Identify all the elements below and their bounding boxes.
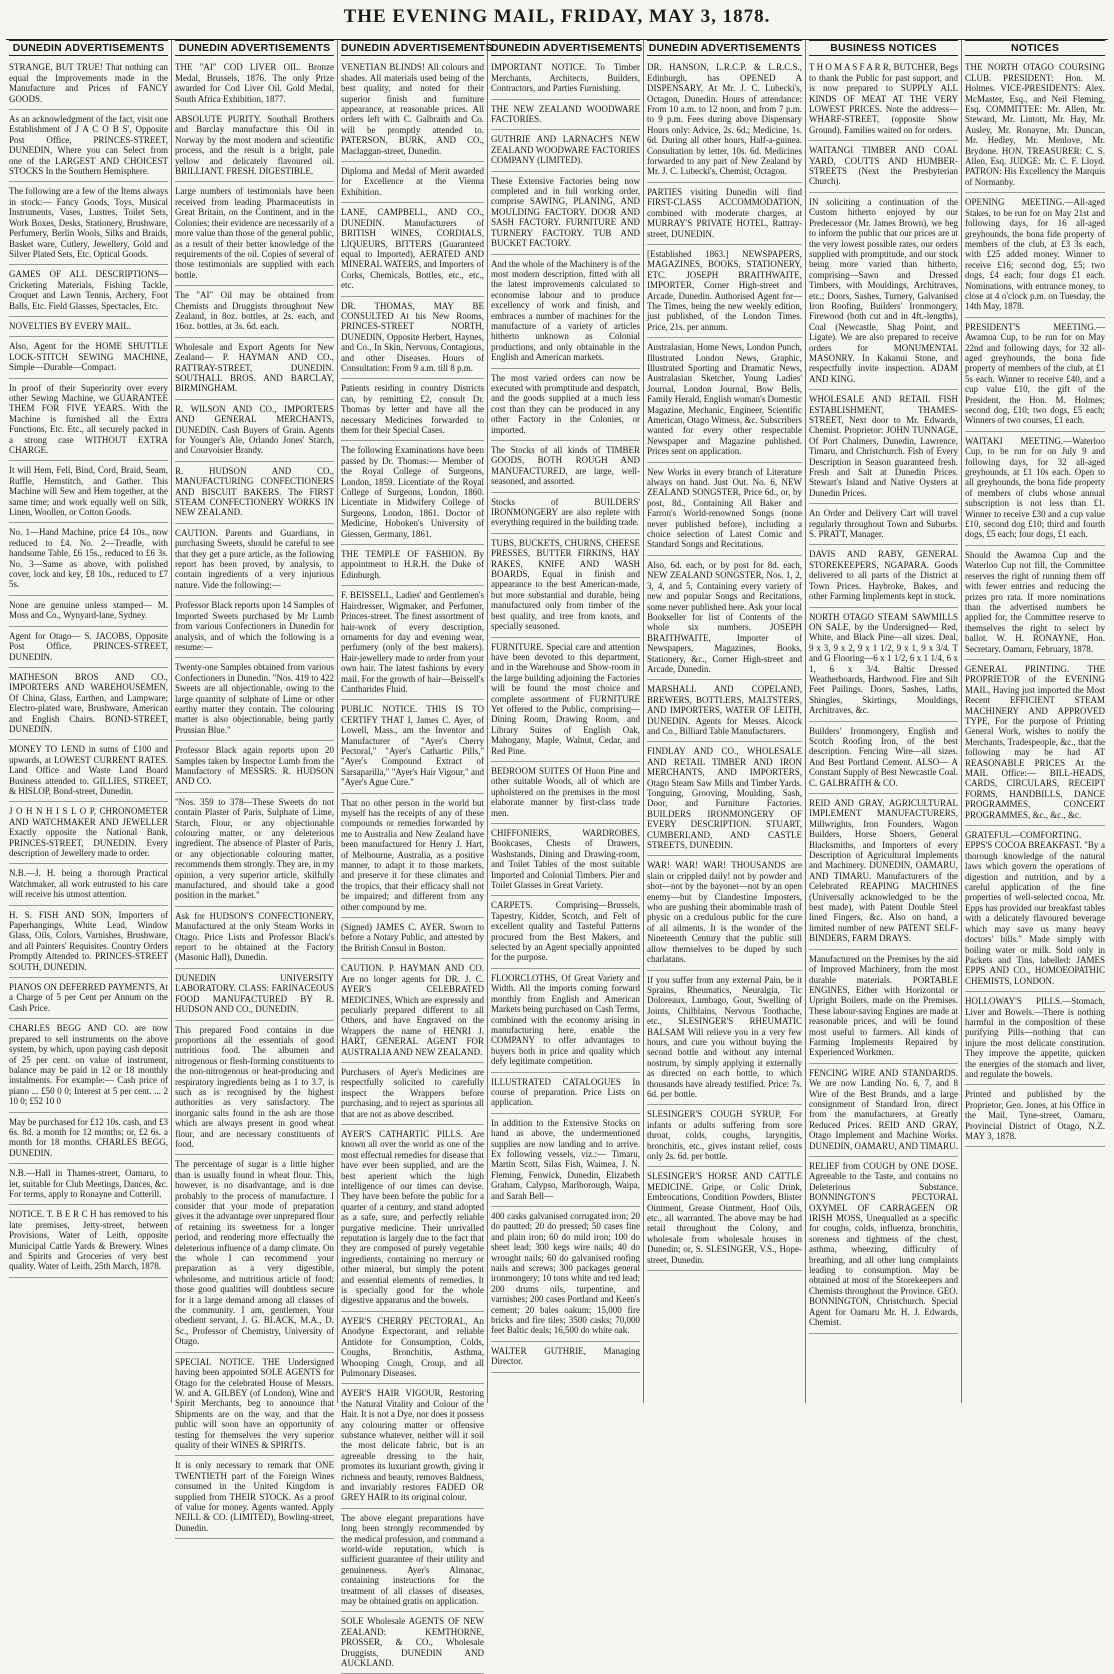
- advertisement-text: Manufactured on the Premises by the aid of Improved Machinery, from the most durable materials. PORTABLE ENGINES, Either with Horizontal or Upright Boilers, made on the Premises. These labour-saving Engines are made at reasonable prices, and will be found most useful to farmers. All kinds of Farming Implements Repaired by Experienced Workmen.: [809, 953, 958, 1058]
- advertisement: [9, 381, 168, 462]
- advertisement-text: Builders' Ironmongery, English and Scotch Roofing Iron, of the best description. Fencing Wire—all sizes. And Best Portland Cement. ALSO— A Constant Supply of Best Newcastle Coal. C. GALBRAITH & CO.: [809, 725, 958, 788]
- column-7: [962, 40, 1108, 1403]
- advertisement-text: WAR! WAR! WAR! THOUSANDS are slain or crippled daily! not by powder and shot—not by the bayonet—not by an open enemy—but by Clandestine Imposters, who are pushing their abominable trash of physic on a credulous public for the cure of all ailments. It is the wonder of the Nineteenth Century that the public still allow themselves to be duped by such charlatans.: [647, 860, 802, 965]
- advertisement-text: An Order and Delivery Cart will travel regularly throughout Town and Suburbs. S. PRATT, Manager.: [809, 508, 958, 540]
- advertisement: [175, 1458, 334, 1539]
- advertisement: [965, 320, 1105, 432]
- advertisement-text: WHOLESALE AND RETAIL FISH ESTABLISHMENT, THAMES-STREET, Next door to Mr. Edwards, Chemist. Proprietor: JOHN TUNNAGE, Of Port Chalmers, Dunedin, Lawrence, Timaru, and Christchurch. Fish of Every Description in Season guaranteed fresh. Fresh and Salt at Dunedin Prices. Stewart's Island and Native Oysters at Dunedin Prices.: [809, 394, 958, 498]
- advertisement: [9, 980, 168, 1019]
- advertisement: [965, 662, 1105, 826]
- advertisement: [647, 1169, 802, 1271]
- advertisement-text: The most varied orders can now be executed with promptitude and despatch, and the goods supplied at a much less cost than they can be produced in any other Factory in the Colonies, or imported.: [491, 372, 640, 435]
- advertisement: [175, 1355, 334, 1457]
- advertisement: [9, 1166, 168, 1205]
- column-header: BUSINESS NOTICES: [809, 40, 958, 56]
- columns-container: [6, 40, 1108, 1669]
- advertisement: [175, 971, 334, 1021]
- column-5: [644, 40, 806, 1403]
- advertisement-text: PARTIES visiting Dunedin will find FIRST-CLASS ACCOMMODATION, combined with moderate charges, at MURRAY'S PRIVATE HOTEL, Rattray-street, DUNEDIN.: [647, 186, 802, 239]
- advertisement: [647, 558, 802, 680]
- advertisement-text: No. 1—Hand Machine, price £4 10s., now reduced to £4. No. 2—Treadle, with handsome Table, £6 15s., reduced to £6 3s. No. 3—Same as above, with polished cover, lock and key, £8 10s., reduced to £7 5s.: [9, 527, 168, 590]
- advertisement: [491, 1209, 640, 1342]
- advertisement: [965, 1087, 1105, 1147]
- advertisement-text: CAUTION. P. HAYMAN AND CO. Are no longer agents for DR. J. C. AYER'S CELEBRATED MEDICINES, Which are expressly and peculiarly prepared different to all Others, and have Engraved on the Wrappers the name of HENRI J. HART, GENERAL AGENT FOR AUSTRALIA AND NEW ZEALAND.: [341, 963, 484, 1057]
- advertisement: [9, 339, 168, 378]
- advertisement: [9, 1021, 168, 1112]
- advertisement-text: THE NEW ZEALAND WOODWARE FACTORIES.: [491, 103, 640, 125]
- advertisement: [809, 1066, 958, 1157]
- advertisement-text: New Works in every branch of Literature always on hand. Just Out. No. 6, NEW ZEALAND SONGSTER, Price 6d., or, by post, 8d., Containing All Baker and Farron's World-renowned Songs (none never published before), including a choice selection of Latest Comic and Standard Songs and Recitations.: [647, 466, 802, 550]
- advertisement: [175, 402, 334, 462]
- advertisement: [491, 971, 640, 1073]
- advertisement-text: TUBS, BUCKETS, CHURNS, CHEESE PRESSES, BUTTER FIRKINS, HAY RAKES, KNIFE AND WASH BOARDS, Equal in finish and appearance to the best American-made, but more substantial and durable, being manufactured only from timber of the best quality, and tree from knots, and specially seasoned.: [491, 537, 640, 632]
- advertisement-text: STRANGE, BUT TRUE! That nothing can equal the Improvements made in the Manufacture and Prices of FANCY GOODS.: [9, 62, 168, 104]
- advertisement: [341, 961, 484, 1063]
- advertisement-text: WAITAKI MEETING.—Waterloo Cup, to be run for on July 9 and following days, for 32 all-aged greyhounds, at £1 10s each. Open to all greyhounds, the bona fide property of members of clubs whose annual subscription is not less than £1. Winner to receive £30 and a cup value £10, second dog £10; third and fourth dogs, £5 each; four dogs, £1 each.: [965, 435, 1105, 540]
- advertisement: [341, 920, 484, 959]
- advertisement: [9, 60, 168, 110]
- advertisement: [809, 506, 958, 545]
- advertisement: [9, 1115, 168, 1165]
- advertisement-text: [Established 1863.] NEWSPAPERS, MAGAZINES, BOOKS, STATIONERY, ETC. JOSEPH BRAITHWAITE, IMPORTER, Corner High-street and Arcade, Dunedin. Authorised Agent for— The Times, being the new weekly edition, just published, of the London Times. Price, 21s. per annum.: [647, 248, 802, 332]
- advertisement: [491, 60, 640, 99]
- advertisement-text: The Stocks of all kinds of TIMBER GOODS, BOTH ROUGH AND MANUFACTURED, are large, well-seasoned, and assorted.: [491, 445, 640, 487]
- advertisement-text: CHARLES BEGG AND CO. are now prepared to sell instruments on the above system, by which, upon paying cash deposit of 25 per cent. on value of instrument, balance may be paid in 12 or 18 monthly instalments. For example:— Cash price of piano ... £50 0 0; Interest at 5 per cent. ... 2 10 0; £52 10 0: [9, 1023, 168, 1107]
- advertisement: [647, 858, 802, 970]
- advertisement: [175, 660, 334, 741]
- advertisement: [965, 828, 1105, 992]
- advertisement: [647, 682, 802, 742]
- advertisement-text: Also, 6d. each, or by post for 8d. each, NEW ZEALAND SONGSTER, Nos. 1, 2, 3, 4, and 5, Containing every variety of new and popular Songs and Recitations, some never published here. Ask your local Bookseller for list of Contents of the whole six numbers. JOSEPH BRAITHWAITE, Importer of Newspapers, Magazines, Books, Stationery, &c., Corner High-street and Arcade, Dunedin.: [647, 559, 802, 674]
- advertisement-text: Stocks of BUILDERS' IRONMONGERY are also replete with everything required in the building trade.: [491, 496, 640, 528]
- advertisement: [175, 795, 334, 907]
- advertisement-text: AYER'S CATHARTIC PILLS. Are known all over the world as one of the most effectual remedies for disease that have ever been supplied, and are the best aperient which the high intelligence of our times can devise. They have been before the public for a quarter of a century, and stand adopted as a safe, sure, and perfectly reliable purgative medicine. Their unrivalled reputation is largely due to the fact that they are composed of purely vegetable ingredients, containing no mercury or other mineral, but simply the potent and essential elements of remedies. It is specially good for the whole digestive apparatus and the bowels.: [341, 1128, 484, 1306]
- advertisement: [9, 525, 168, 595]
- advertisement: [491, 640, 640, 762]
- advertisement-text: ILLUSTRATED CATALOGUES In course of preparation. Price Lists on application.: [491, 1076, 640, 1108]
- advertisement-text: In proof of their Superiority over every other Sewing Machine, we GUARANTEE THEM FOR FIVE YEARS. With the Machine is furnished all the Extra Functions, Etc. Etc., all securely packed in a strong case WITHOUT EXTRA CHARGE.: [9, 382, 168, 455]
- column-header: DUNEDIN ADVERTISEMENTS: [341, 40, 484, 56]
- advertisement: [9, 804, 168, 864]
- advertisement-text: Professor Black again reports upon 20 Samples taken by Inspector Lumb from the Manufactory of MESSRS. R. HUDSON AND CO.: [175, 745, 334, 787]
- advertisement-text: Printed and published by the Proprietor, Geo. Jones, at his Office in the Mail, Tyne-street, Oamaru, Provincial District of Otago, N.Z. MAY 3, 1878.: [965, 1089, 1105, 1141]
- advertisement-text: None are genuine unless stamped— M. Moss and Co., Wynyard-lane, Sydney.: [9, 599, 168, 621]
- advertisement-text: R. HUDSON AND CO., MANUFACTURING CONFECTIONERS AND BISCUIT BAKERS. The FIRST STEAM CONFECTIONERY WORKS IN NEW ZEALAND.: [175, 465, 334, 518]
- advertisement-text: DAVIS AND RABY, GENERAL STOREKEEPERS, NGAPARA. Goods delivered to all parts of the District at Town Prices. Haybroke, Bakes, and other Farming Implements kept in stock.: [809, 549, 958, 602]
- advertisement: [965, 548, 1105, 660]
- advertisement-text: GAMES OF ALL DESCRIPTIONS— Cricketing Materials, Fishing Tackle, Croquet and Lawn Tennis, Archery, Foot Balls, Etc. Field Glasses, Spectacles, Etc.: [9, 269, 168, 311]
- advertisement-text: It will Hem, Fell, Bind, Cord, Braid, Seam, Ruffle, Hemstitch, and Gather. This Machine will Sew and Hem together, at the same time; and work equally well on Silk, Linen, Woollen, or Cotton Goods.: [9, 465, 168, 518]
- advertisement: [175, 288, 334, 338]
- column-3: [338, 40, 493, 1669]
- advertisement-text: Diploma and Medal of Merit awarded for Excellence at the Vienna Exhibition.: [341, 166, 484, 197]
- advertisement-text: GENERAL PRINTING. THE PROPRIETOR of the EVENING MAIL, Having just imported the Most Recent EFFICIENT STEAM MACHINERY AND APPROVED TYPE, For the purpose of Printing General Work, wishes to notify the Merchants, Tradespeople, &c., that the following may be had AT REASONABLE PRICES At the MAIL Office:— BILL-HEADS, CARDS, CIRCULARS, RECEIPT FORMS, HANDBILLS, DANCE PROGRAMMES, CONCERT PROGRAMMES, &c., &c., &c.: [965, 663, 1105, 820]
- advertisement-text: The above elegant preparations have long been strongly recommended by the medical profession, and command a world-wide reputation, which is sufficient guarantee of their utility and genuineness. Ayer's Almanac, containing instructions for the treatment of all classes of diseases, may be obtained gratis on application.: [341, 1512, 484, 1607]
- advertisement-text: SOLE Wholesale AGENTS OF NEW ZEALAND: KEMTHORNE, PROSSER, & CO., Wholesale Druggists, DUNEDIN AND AUCKLAND.: [341, 1616, 484, 1669]
- masthead: [6, 6, 1108, 40]
- advertisement-text: AYER'S CHERRY PECTORAL, An Anodyne Expectorant, and reliable Antidote for Consumption, Colds, Coughs, Bronchitis, Asthma, Whooping Cough, Croup, and all Pulmonary Diseases.: [341, 1315, 484, 1378]
- masthead-title: THE EVENING MAIL, FRIDAY, MAY 3, 1878.: [343, 6, 771, 27]
- advertisement-text: DR. HANSON, L.R.C.P. & L.R.C.S., Edinburgh, has OPENED A DISPENSARY, At Mr. J. C. Lubecki's, Octagon, Dunedin. Hours of attendance: From 10 a.m. to 12 noon, and from 7 p.m. to 9 p.m. Fees during above Dispensary Hours only: Advice, 2s. 6d.; Medicine, 1s. 6d. During all other hours, Half-a-guinea. Consultation by letter, 10s. 6d. Medicines forwarded to any part of New Zealand by Mr. J. C. Lubecki's, Chemist, Octagon.: [647, 62, 802, 177]
- advertisement: [491, 102, 640, 131]
- column-header: DUNEDIN ADVERTISEMENTS: [175, 40, 334, 56]
- advertisement: [175, 1157, 334, 1352]
- advertisement-text: F. BEISSELL, Ladies' and Gentlemen's Hairdresser, Wigmaker, and Perfumer, Princes-street. The finest assortment of hair-work of every description, ornaments for day and evening wear, perfumery (only of the best makers). Hair-jewellery made to order from your own hair. The latest fashions by every mail. For the growth of hair—Beissell's Cantharides Fluid.: [341, 590, 485, 694]
- advertisement-text: FURNITURE. Special care and attention have been devoted to this department, and in the Warehouse and Show-room in the large building adjoining the Factories will be found the most choice and complete assortment of FURNITURE Yet offered to the Public, comprising— Dining Room, Drawing Room, and Library Suites of English Oak, Mahogany, Maple, Walnut, Cedar, and Red Pine.: [491, 641, 640, 756]
- advertisement-text: 400 casks galvanised corrugated iron; 20 do pautted; 20 do pressed; 50 cases fine and plain iron; 60 do mild iron; 100 do sheet lead; 300 kegs wire nails; 40 do wrought nails; 60 do galvanised roofing nails and screws; 300 packages general ironmongery; 10 tons white and red lead; 200 drums oils, turpentine, and varnishes; 200 cases Portland and Keen's cement; 20 bales oakum; 15,000 fire bricks and fire tiles; 3500 casks; 70,000 feet Baltic deals; 16,500 do white oak.: [491, 1211, 640, 1336]
- advertisement-text: SLESINGER'S COUGH SYRUP, For infants or adults suffering from sore throat, colds, coughs, laryngitis, bronchitis, etc., gives instant relief, costs only 2s. 6d. per bottle.: [647, 1109, 802, 1161]
- column-header: DUNEDIN ADVERTISEMENTS: [647, 40, 802, 56]
- advertisement: [491, 371, 640, 441]
- advertisement-text: And the whole of the Machinery is of the most modern description, fitted with all the latest improvements calculated to economise labour and to produce excellency of work and finish, and embraces a number of machines for the manufacture of a variety of articles hitherto unknown as Colonial productions, and only obtainable in the English and American markets.: [491, 258, 640, 363]
- column-1: [6, 40, 172, 1403]
- advertisement: [491, 1116, 640, 1207]
- advertisement-text: J O H N H I S L O P, CHRONOMETER AND WATCHMAKER AND JEWELLER Exactly opposite the National Bank, PRINCES-STREET, DUNEDIN. Every description of Jewellery made to order.: [9, 806, 168, 858]
- advertisement-text: This prepared Food contains in due proportions all the essentials of good nutritious food. The albumen and nitrogenous or flesh-forming constituents to the non-nitrogenous or heat-producing and respiratory ingredients being as 1 to 3.7, is such as is recognised by the highest authorities as very satisfactory. The inorganic salts found in the ash are those which are always present in good wheat flour, and are necessary constituents of food.: [175, 1024, 334, 1149]
- advertisement: [341, 1314, 484, 1384]
- advertisement: [809, 724, 958, 794]
- advertisement: [175, 909, 334, 969]
- advertisement: [965, 195, 1105, 317]
- advertisement: [647, 973, 802, 1106]
- advertisement: [341, 164, 484, 203]
- advertisement: [341, 588, 484, 700]
- advertisement: [491, 536, 640, 638]
- advertisement-text: SPECIAL NOTICE. THE Undersigned having been appointed SOLE AGENTS for Otago for the celebrated House of Messrs. W. and A. GILBEY (of London), Wine and Spirit Merchants, beg to announce that Shipments are on the way, and that the public will soon have an opportunity of testing for themselves the very superior quality of their WINES & SPIRITS.: [175, 1356, 334, 1450]
- advertisement-text: HOLLOWAY'S PILLS.—Stomach, Liver and Bowels.—There is nothing harmful in the composition of these purifying Pills—nothing that can injure the most delicate constitution. They improve the appetite, quicken the energies of the stomach and liver, and regulate the bowels.: [965, 996, 1105, 1079]
- advertisement-text: It is only necessary to remark that ONE TWENTIETH part of the Foreign Wines consumed in the United Kingdom is supplied from THEIR STOCK. As a proof of value for money. Agents wanted. Apply NEILL & CO. (LIMITED), Bowling-street, Dunedin.: [175, 1460, 334, 1533]
- advertisement: [341, 299, 484, 380]
- advertisement: [9, 267, 168, 317]
- advertisement-text: NOVELTIES BY EVERY MAIL.: [9, 320, 131, 331]
- advertisement-text: Purchasers of Ayer's Medicines are respectfully solicited to carefully inspect the Wrappers before purchasing, and to reject as spurious all that are not as above described.: [341, 1066, 484, 1119]
- advertisement: [965, 60, 1105, 193]
- advertisement-text: Large numbers of testimonials have been received from leading Pharmaceutists in Great Britain, on the Continent, and in the Colonies; their evidence are necessarily of a more value than those of the general public, as a result of their better knowledge of the requirements of the oil. Copies of several of those testimonials are supplied with each bottle.: [175, 186, 334, 280]
- advertisement: [491, 826, 640, 896]
- advertisement-text: REID AND GRAY, AGRICULTURAL IMPLEMENT MANUFACTURERS, Millwrights, Iron Founders, Wagon Builders, Horse Shoers, General Blacksmiths, and Importers of every Description of Agricultural Implements and Machinery. DUNEDIN, OAMARU, AND TIMARU. Manufacturers of the Celebrated REAPING MACHINES (Universally acknowledged to be the best made), with Patent Double Steel lined Fingers, &c. Also on hand, a limited number of new PATENT SELF-BINDERS, FARM DRAYS.: [809, 798, 958, 944]
- column-header: DUNEDIN ADVERTISEMENTS: [491, 40, 640, 56]
- column-6: [806, 40, 962, 1403]
- advertisement-text: IMPORTANT NOTICE. To Timber Merchants, Architects, Builders, Contractors, and Parties Furnishing.: [491, 62, 640, 94]
- advertisement: [341, 702, 484, 793]
- advertisement-text: H. S. FISH AND SON, Importers of Paperhangings, White Lead, Window Glass, Oils, Colors, Varnishes, Brushware, and all Painters' Requisites. Country Orders Promptly Attended to. PRINCES-STREET SOUTH, DUNEDIN.: [9, 909, 168, 972]
- advertisement: [965, 994, 1105, 1085]
- advertisement: [175, 112, 334, 182]
- advertisement-text: DR. THOMAS, MAY BE CONSULTED At his New Rooms, PRINCES-STREET NORTH, DUNEDIN, Opposite Herbert, Haynes, and Co., In Skin, Nervous, Contagious, and other Diseases. Hours of Consultation: From 9 a.m. till 8 p.m.: [341, 300, 484, 373]
- advertisement-text: That no other person in the world but myself has the receipts of any of these compounds or remedies forwarded by me to Australia and New Zealand have been manufactured for Henry J. Hart, of Melbourne, Australia, as a positive manner, to adapt it to those markets, and preserve it for these climates and the tropics, that their efficacy shall not be impaired; and different from any other compound by me.: [341, 797, 484, 912]
- advertisement-text: BEDROOM SUITES Of Huon Pine and other suitable Woods, all of which are upholstered on the premises in the most elaborate manner by first-class trade men.: [491, 765, 640, 818]
- advertisement-text: MONEY TO LEND in sums of £100 and upwards, at LOWEST CURRENT RATES. Land Office and Waste Land Board Business attended to. GILLIES, STREET, & HISLOP, Bond-street, Dunedin.: [9, 744, 168, 796]
- advertisement-text: N.B.—Hall in Thames-street, Oamaru, to let, suitable for Club Meetings, Dances, &c. For terms, apply to Ronayne and Cotterill.: [9, 1168, 168, 1199]
- advertisement-text: PUBLIC NOTICE. THIS IS TO CERTIFY THAT I, James C. Ayer, of Lowell, Mass., am the Inventor and Manufacturer of "Ayer's Cherry Pectoral," "Ayer's Cathartic Pills," "Ayer's Compound Extract of Sarsaparilla," "Ayer's Hair Vigour," and "Ayer's Ague Cure.": [341, 704, 484, 788]
- advertisement-text: THE TEMPLE OF FASHION. By appointment to H.R.H. the Duke of Edinburgh.: [341, 549, 484, 580]
- advertisement-text: Agent for Otago— S. JACOBS, Opposite Post Office, PRINCES-STREET, DUNEDIN.: [9, 630, 168, 662]
- advertisement: [9, 670, 168, 740]
- advertisement: [809, 796, 958, 950]
- advertisement-text: DUNEDIN UNIVERSITY LABORATORY. CLASS: FARINACEOUS FOOD MANUFACTURED BY R. HUDSON AND CO., DUNEDIN.: [175, 972, 334, 1015]
- advertisement: [175, 598, 334, 658]
- advertisement-text: As an acknowledgment of the fact, visit one Establishment of J A C O B S', Opposite Post Office, PRINCES-STREET, DUNEDIN, Where you can Select from one of the LARGEST AND CHOICEST STOCKS In the Southern Hemisphere.: [9, 114, 168, 177]
- column-header: DUNEDIN ADVERTISEMENTS: [9, 40, 168, 56]
- advertisement-text: IN soliciting a continuation of the Custom hitherto enjoyed by our Predecessor (Mr. James Brown), we beg to inform the public that our prices are at the very lowest possible rates, our orders supplied with promptitude, and our stock being more varied than hitherto, comprising—Sawn and Dressed Timbers, with Mouldings, Architraves, etc.; Doors, Sashes, Turnery, Galvanised Iron Roofing, Builders' Ironmongery, Firewood (both cut and in 4ft.-lengths), Coal (Newcastle, Shag Point, and Ligate). We are also prepared to receive orders for MONUMENTAL MASONRY. In Kakanui Stone, and respectfully invite inspection. ADAM AND KING.: [809, 196, 958, 384]
- advertisement-text: The following are a few of the Items always in stock:— Fancy Goods, Toys, Musical Instruments, Vases, Lustres, Toilet Sets, Work Boxes, Desks, Stationery, Brushware, Perfumery, Berlin Wools, Silks and Braids, Basket ware, Cutlery, Jewellery, Gold and Silver Plated Sets, Etc. Optical Goods.: [9, 186, 168, 259]
- advertisement-text: NOTICE. T. B E R C H has removed to his late premises, Jetty-street, between Provisions, Water of Leith, opposite Municipal Cattle Yards & Brewery. Wines and Spirits and Groceries of very best quality. Water of Leith, 25th March, 1878.: [9, 1209, 168, 1272]
- advertisement-text: AYER'S HAIR VIGOUR, Restoring the Natural Vitality and Colour of the Hair. It is not a Dye, nor does it possess any colouring matter or offensive substance whatever, neither will it soil the most delicate fabric, but is an agreeable dressing to the hair, promotes its luxuriant growth, giving it richness and beauty, removes Baldness, and invariably restores FADED OR GREY HAIR to its original colour.: [341, 1388, 484, 1503]
- advertisement-text: Should the Awamoa Cup and the Waterloo Cup not fill, the Committee reserves the right of running them off with fewer entries and reducing the prizes pro rata. If more nominations than the advertised numbers be applied for, the Committee reserve to themselves the right to select by ballot. W. H. RONAYNE, Hon. Secretary. Oamaru, February, 1878.: [965, 549, 1105, 654]
- advertisement-text: The following Examinations have been passed by Dr. Thomas:— Member of the Royal College of Surgeons, London, 1859. Licentiate of the Royal College of Surgeons, London, 1860. Licentiate in Midwifery College of Surgeons, London, 1861. Doctor of Medicine, Hoboken's University of Giessen, Germany, 1861.: [341, 445, 484, 539]
- advertisement-text: OPENING MEETING.—All-aged Stakes, to be run for on May 21st and following days, for 16 all-aged greyhounds, the bona fide property of members of the club, at £3 3s each, with £25 added money. Winner to receive £16; second dog, £5; two dogs, £4 each; four dogs £1 each. Nominations, with entrance money, to close at 4 o'clock p.m. on Tuesday, the 14th May, 1878.: [965, 197, 1105, 312]
- advertisement-text: MATHESON BROS AND CO., IMPORTERS AND WAREHOUSEMEN, Of China, Glass, Earthen, and Lampware; Electro-plated ware, Brushware, American and English Chairs. BOND-STREET, DUNEDIN.: [9, 671, 168, 734]
- advertisement-text: These Extensive Factories being now completed and in full working order, comprise SAWING, PLANING, AND MOULDING FACTORY. DOOR AND SASH FACTORY. FURNITURE AND TURNERY FACTORY. TUB AND BUCKET FACTORY.: [491, 175, 640, 249]
- advertisement: [9, 463, 168, 523]
- advertisement: [491, 1344, 640, 1373]
- advertisement-text: The percentage of sugar is a little higher than is usually found in wheat flour. This, however, is no disadvantage, and is due probably to the process of manufacture. I consider that your mode of preparation gives it the advantage over unprepared flour of retaining its sweetness for a longer period, and rendering more effectually the deleterious influence of a damp climate. On the whole I can recommend your preparation as a very digestible, wholesome, and nutritious article of food; those good qualities will doubtless secure for it a large demand among all classes of the community. I am, gentlemen, Your obedient servant, J. G. BLACK, M.A., D. Sc., Professor of Chemistry, University of Otago.: [175, 1159, 334, 1347]
- advertisement: [9, 629, 168, 668]
- advertisement: [491, 257, 640, 369]
- advertisement: [647, 465, 802, 556]
- advertisement-text: GRATEFUL—COMFORTING. EPPS'S COCOA BREAKFAST. "By a thorough knowledge of the natural laws which govern the operations of digestion and nutrition, and by a careful application of the fine properties of well-selected cocoa, Mr. Epps has provided our breakfast tables with a delicately flavoured beverage which may save us many heavy doctors' bills." Made simply with boiling water or milk. Sold only in Packets and Tins, labelled: JAMES EPPS AND CO., HOMOEOPATHIC CHEMISTS, LONDON.: [965, 830, 1105, 986]
- advertisement: [341, 1127, 484, 1312]
- advertisement-text: FLOORCLOTHS, Of Great Variety and Width. All the imports coming forward monthly from English and American Markets being purchased on Cash Terms, combined with the economy arising in manufacturing here, enable the COMPANY to offer advantages to buyers both in price and quality which defy legitimate competition.: [491, 972, 640, 1067]
- advertisement-text: Wholesale and Export Agents for New Zealand— P. HAYMAN AND CO., RATTRAY-STREET, DUNEDIN. SOUTHALL BROS. AND BARCLAY, BIRMINGHAM.: [175, 341, 334, 394]
- advertisement: [9, 742, 168, 802]
- advertisement-text: CHIFFONIERS, WARDROBES, Bookcases, Chests of Drawers, Washstands, Dining and Drawing-room, and Toilet Tables of the most suitable Imported and Colonial Timbers. Pier and Toilet Glasses in Great Variety.: [491, 828, 640, 891]
- advertisement: [175, 60, 334, 110]
- advertisement: [9, 112, 168, 182]
- advertisement: [809, 143, 958, 193]
- advertisement-text: If you suffer from any external Pain, be it Sprains, Rheumatics, Neuralgia, Tic Doloreaux, Lumbago, Gout, Swelling of Joints, Chilblains, Nervous Toothache, etc., SLESINGER'S RHEUMATIC BALSAM Will relieve you in a very few hours, and cure you without buying the second bottle and without any internal nostrum, by simply applying it externally as directed on each bottle, to which thousands have already testified. Price: 7s. 6d. per bottle.: [647, 974, 802, 1099]
- advertisement-text: Ask for HUDSON'S CONFECTIONERY, Manufactured at the only Steam Works in Otago. Price Lists and Professor Black's report to be obtained at the Factory (Masonic Hall), Dunedin.: [175, 910, 334, 963]
- advertisement: [491, 898, 640, 968]
- advertisement-text: T H O M A S F A R R, BUTCHER, Begs to thank the Public for past support, and is now prepared to SUPPLY ALL KINDS OF MEAT AT THE VERY LOWEST PRICES. Note the address— WHARF-STREET, (opposite Show Ground). Families waited on for orders.: [809, 62, 958, 135]
- advertisement-text: SLESINGER'S HORSE AND CATTLE MEDICINE. Gripe, or Colic Drink, Embrocations, Condition Powders, Blister Ointment, Grease Ointment, Hoof Oils, etc., all warranted. The above may be had retail throughout the Colony, and wholesale from wholesale houses in Dunedin; or, S. SLESINGER, V.S., Hope-street, Dunedin.: [647, 1171, 802, 1265]
- advertisement: [965, 434, 1105, 546]
- advertisement: [341, 381, 484, 441]
- advertisement: [9, 1207, 168, 1277]
- advertisement-text: NORTH OTAGO STEAM SAWMILLS ON SALE, by the Undersigned— Red, White, and Black Pine—all sizes. Deal, 9 x 3, 9 x 2, 9 x 1 1/2, 9 x 1, 9 x 3/4. T and G Flooring—6 x 1 1/2, 6 x 1 1/4, 6 x 1, 6 x 3/4. Baltic Dressed Weatherboards, Hardwood. Fire and Silt Feet Pailings. Doors, Sashes, Laths, Shingles, Skirtings, Mouldings, Architraves, &c.: [809, 611, 958, 716]
- advertisement: [9, 866, 168, 905]
- advertisement-text: Professor Black reports upon 14 Samples of Imported Sweets purchased by Mr Lumb from various Confectioners in Dunedin for analysis, and of which the following is a resume:—: [175, 600, 334, 652]
- advertisement-text: R. WILSON AND CO., IMPORTERS AND GENERAL MERCHANTS, DUNEDIN. Cash Buyers of Grain. Agents for Younger's Ale, Orlando Jones' Starch, and Courvoisier Brandy.: [175, 403, 334, 456]
- advertisement-text: ABSOLUTE PURITY. Southall Brothers and Barclay manufacture this Oil in Norway by the most modern and scientific process, and the result is a bright, pale yellow and delicately flavoured oil. BRILLIANT. FRESH. DIGESTIBLE.: [175, 114, 334, 177]
- advertisement: [341, 547, 484, 586]
- advertisement: [175, 526, 334, 596]
- advertisement-text: In addition to the Extensive Stocks on hand as above, the undermentioned supplies are now landing and to arrive. Ex following vessels, viz.:— Timaru, Martin Scott, Silas Fish, Waimea, J. N. Fleming, Fenwick, Dunedin, Elizabeth Graham, Calypso, Marlborough, Waipa, and Sarah Bell—: [491, 1117, 640, 1201]
- advertisement: [341, 1614, 484, 1674]
- advertisement: [341, 60, 484, 162]
- advertisement-text: LANE, CAMPBELL, AND CO., DUNEDIN. Manufacturers of BRITISH WINES, CORDIALS, LIQUEURS, BITTERS (Guaranteed equal to Imported), AERATED AND MINERAL WATERS, and Importers of Corks, Chemicals, Bottles, etc., etc., etc.: [341, 207, 484, 291]
- column-4: [488, 40, 644, 1403]
- advertisement: [175, 1023, 334, 1156]
- advertisement-text: PIANOS ON DEFERRED PAYMENTS, At a Charge of 5 per Cent per Annum on the Cash Price.: [9, 982, 168, 1013]
- advertisement: [809, 60, 958, 141]
- advertisement-text: CARPETS. Comprising—Brussels, Tapestry, Kidder, Scotch, and Felt of excellent quality and Tasteful Patterns procured from the Best Makers, and selected by an Agent specially appointed for the purpose.: [491, 900, 640, 963]
- advertisement-text: PRESIDENT'S MEETING.—Awamoa Cup, to be run for on May 22nd and following days, for 32 all-aged greyhounds, the bona fide property of members of the club, at £1 5s each. Winner to receive £40, and a cup value £10, the gift of the President, the Hon. M. Holmes; second dog, £10; two dogs, £5 each; Winners of two courses, £1 each.: [965, 321, 1105, 426]
- advertisement: [647, 247, 802, 338]
- advertisement: [341, 205, 484, 296]
- advertisement: [175, 184, 334, 286]
- advertisement-text: CAUTION. Parents and Guardians, in purchasing Sweets, should be careful to see that they get a pure article, as the following report has been proved, by analysis, to contain ingredients of a very injurious nature. Vide the following:—: [175, 527, 334, 590]
- advertisement: [175, 743, 334, 793]
- advertisement: [341, 796, 484, 918]
- advertisement-text: RELIEF from COUGH by ONE DOSE. Agreeable to the Taste, and contains no Deleterious Substance. BONNINGTON'S PECTORAL OXYMEL OF CARRAGEEN OR IRISH MOSS, Unequalled as a specific for coughs, colds, influenza, bronchitis, soreness and tightness of the chest, asthma, wheezing, difficulty of breathing, and all other lung complaints leading to consumption. May be obtained at most of the Storekeepers and Chemists throughout the Province. GEO. BONNINGTON, Christchurch. Special Agent for Oamaru Mr. H. J. Edwards, Chemist.: [809, 1161, 958, 1328]
- advertisement-text: WAITANGI TIMBER AND COAL YARD, COUTTS AND HUMBER-STREETS (Next the Presbyterian Church).: [809, 145, 958, 187]
- advertisement-text: The "AI" Oil may be obtained from Chemists and Druggists throughout New Zealand, in 8oz. bottles, at 2s. each, and 16oz. bottles, at 3s. 6d. each.: [175, 290, 334, 332]
- advertisement-text: "Nos. 359 to 378—These Sweets do not contain Plaster of Paris, Sulphate of Lime, Starch, Flour, or any objectionable colouring matter, or any deleterious ingredient. The absence of Plaster of Paris, or any objectionable colouring matter, recommends them strongly. They are, in my opinion, a very superior article, skilfully manufactured, and should take a good position in the market.": [175, 796, 334, 901]
- advertisement-text: FENCING WIRE AND STANDARDS. We are now Landing No. 6, 7, and 8 Wire of the Best Brands, and a large consignment of Standard Iron, direct from the manufacturers, at Greatly Reduced Prices. REID AND GRAY, Otago Implement and Machine Works. DUNEDIN, OAMARU, AND TIMARU.: [809, 1067, 958, 1151]
- advertisement: [175, 464, 334, 524]
- advertisement: [491, 1075, 640, 1114]
- advertisement: [491, 443, 640, 493]
- advertisement-text: THE NORTH OTAGO COURSING CLUB. PRESIDENT: Hon. M. Holmes. VICE-PRESIDENTS: Alex. McMaster, Esq., and Neil Fleming, Esq. COMMITTEE: Mr. Allen, Mr. Steward, Mr. Lintott, Mr. Hay, Mr. Ausley, Mr. Ronayne, Mr. Duncan, Mr. Hedley, Mr. Menlove, Mr. Brydone. HON. TREASURER: C. S. Allen, Esq. JUDGE: Mr. C. F. Lloyd. PATRON: His Excellency the Marquis of Normanby.: [965, 62, 1105, 187]
- advertisement-text: Also, Agent for the HOME SHUTTLE LOCK-STITCH SEWING MACHINE, Simple—Durable—Compact.: [9, 341, 168, 373]
- advertisement-text: FINDLAY AND CO., WHOLESALE AND RETAIL TIMBER AND IRON MERCHANTS, AND IMPORTERS, Otago Steam Saw Mills and Timber Yards. Tonguing, Grooving, Moulding, Sash, Door, and Furniture Factories. BUILDERS IRONMONGERY OF EVERY DESCRIPTION. STUART, CUMBERLAND, AND CASTLE STREETS, DUNEDIN.: [647, 746, 802, 851]
- advertisement: [341, 1065, 484, 1125]
- advertisement-text: (Signed) JAMES C. AYER. Sworn to before a Notary Public, and attested by the British Consul in Boston.: [341, 922, 484, 953]
- advertisement: [341, 1511, 484, 1613]
- advertisement: [9, 319, 168, 337]
- advertisement: [341, 443, 484, 545]
- advertisement-text: Twenty-one Samples obtained from various Confectioners in Dunedin. "Nos. 419 to 422 Sweets are all objectionable, owing to the large quantity of sulphate of Lime or other earthy matter they contain. The colouring matter is also objectionable, being partly Prussian Blue.": [175, 662, 334, 735]
- advertisement-text: WALTER GUTHRIE, Managing Director.: [491, 1345, 640, 1367]
- advertisement-text: THE "AI" COD LIVER OIL. Bronze Medal, Brussels, 1876. The only Prize awarded for Cod Liver Oil. Gold Medal, South Africa Exhibition, 1877.: [175, 62, 334, 104]
- column-header: NOTICES: [965, 40, 1105, 56]
- advertisement: [9, 908, 168, 978]
- advertisement: [341, 1386, 484, 1508]
- advertisement: [491, 764, 640, 824]
- advertisement-text: May be purchased for £12 10s. cash, and £3 6s. 8d. a month for 12 months; or, £2 6s. a month for 18 months. CHARLES BEGG, DUNEDIN.: [9, 1116, 168, 1158]
- advertisement-text: Australasian, Home News, London Punch, Illustrated London News, Graphic, Illustrated Sporting and Dramatic News, Australasian Sketcher, Young Ladies' Journal, London Journal, Bow Bells, Family Herald, English woman's Domestic Magazine, Mechanic, Engineer, Scientific American, Otago Witness, &c. Subscribers wanted for every other respectable Newspaper and Magazine published. Prices sent on application.: [647, 342, 802, 457]
- advertisement: [491, 495, 640, 534]
- advertisement-text: N.B.—J. H. being a thorough Practical Watchmaker, all work entrusted to his care will receive his utmost attention.: [9, 868, 168, 900]
- advertisement: [9, 184, 168, 265]
- advertisement: [809, 1159, 958, 1334]
- advertisement: [175, 340, 334, 400]
- advertisement: [809, 195, 958, 390]
- advertisement: [491, 132, 640, 171]
- advertisement: [647, 1107, 802, 1167]
- advertisement: [647, 185, 802, 245]
- advertisement-text: MARSHALL AND COPELAND, BREWERS, BOTTLERS, MALTSTERS, AND IMPORTERS, WATER OF LEITH, DUNEDIN. Agents for Messrs. Alcock and Co., Billiard Table Manufacturers.: [647, 684, 802, 736]
- advertisement: [491, 174, 640, 255]
- advertisement: [647, 744, 802, 856]
- advertisement: [809, 392, 958, 504]
- advertisement-text: VENETIAN BLINDS! All colours and shades. All materials used being of the best quality, and noted for their superior finish and furniture appearance, at reasonable prices. All orders left with C. Galbraith and Co. will be promptly attended to. PATERSON, BURK, AND CO., Maclaggan-street, Dunedin.: [341, 62, 484, 156]
- advertisement: [647, 340, 802, 462]
- advertisement: [809, 610, 958, 722]
- advertisement: [647, 60, 802, 182]
- advertisement: [809, 952, 958, 1064]
- advertisement-text: GUTHRIE AND LARNACH'S NEW ZEALAND WOODWARE FACTORIES COMPANY (LIMITED).: [491, 134, 640, 166]
- column-2: [172, 40, 338, 1533]
- advertisement: [9, 598, 168, 627]
- advertisement: [809, 547, 958, 607]
- advertisement-text: Patients residing in country Districts can, by remitting £2, consult Dr. Thomas by letter and have all the necessary Medicines forwarded to them for their Special Cases.: [341, 383, 484, 435]
